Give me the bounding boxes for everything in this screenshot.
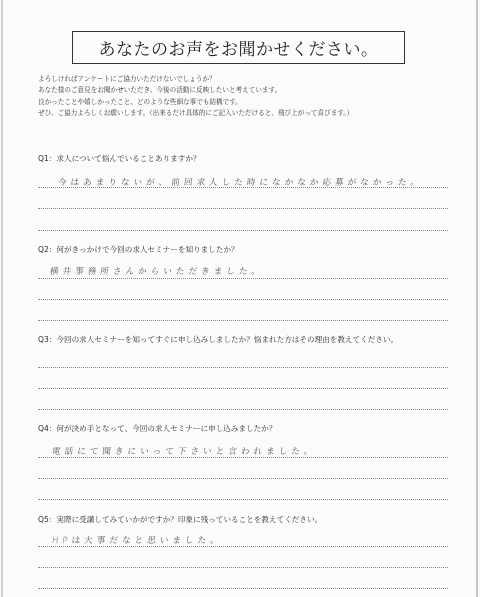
- answer-line: [38, 588, 448, 589]
- answer-line: [38, 499, 448, 500]
- answer-line: [38, 409, 448, 410]
- question-4-label: Q4：何が決め手となって、今回の求人セミナーに申し込みましたか？: [38, 424, 277, 433]
- answer-line: [38, 457, 448, 458]
- page-title-text: あなたのお声をお聞かせください。: [98, 40, 379, 60]
- answer-line: [38, 230, 448, 231]
- question-5-label: Q5：実際に受講してみていかがですか？印象に残っていることを教えてください。: [38, 515, 323, 524]
- question-3-label: Q3：今回の求人セミナーを知ってすぐに申し込みしましたか？悩まれた方はその理由を教えてください。: [38, 335, 399, 344]
- intro-line: あなた様のご意見をお聞かせいただき、今後の活動に反映したいと考えています。: [38, 86, 282, 95]
- answer-line: [38, 208, 448, 209]
- question-5-answer: HPは大事だなと思いました。: [51, 536, 224, 546]
- question-1-answer: 今はあまりないが、前回求人した時になかなか応募がなかった。: [57, 178, 424, 188]
- intro-line: ぜひ、ご協力よろしくお願いします。（出来るだけ具体的にご記入いただけると、飛び上がって喜びます。）: [38, 108, 354, 117]
- scan-edge-left: [1, 0, 3, 597]
- answer-line: [38, 478, 448, 479]
- page-title: [72, 31, 405, 64]
- question-4-answer: 電話にて聞きにいって下さいと言われました。: [51, 447, 317, 457]
- scan-edge-right: [476, 0, 478, 597]
- intro-line: よろしければアンケートにご協力いただけないでしょうか？: [38, 75, 216, 83]
- answer-line: [38, 187, 448, 188]
- intro-line: 良かったことや嬉しかったこと、どのような些細な事でも結構です。: [38, 97, 242, 106]
- intro-text: [38, 74, 458, 119]
- answer-line: [38, 367, 448, 368]
- question-2-label: Q2：何がきっかけで今回の求人セミナーを知りましたか？: [38, 245, 239, 254]
- question-1-label: Q1：求人について悩んでいることありますか？: [38, 154, 201, 163]
- answer-line: [38, 567, 448, 568]
- answer-line: [38, 278, 448, 279]
- answer-line: [38, 299, 448, 300]
- answer-line: [38, 388, 448, 389]
- answer-line: [38, 320, 448, 321]
- answer-line: [38, 546, 448, 547]
- question-2-answer: 横井事務所さんからいただきました。: [49, 267, 265, 277]
